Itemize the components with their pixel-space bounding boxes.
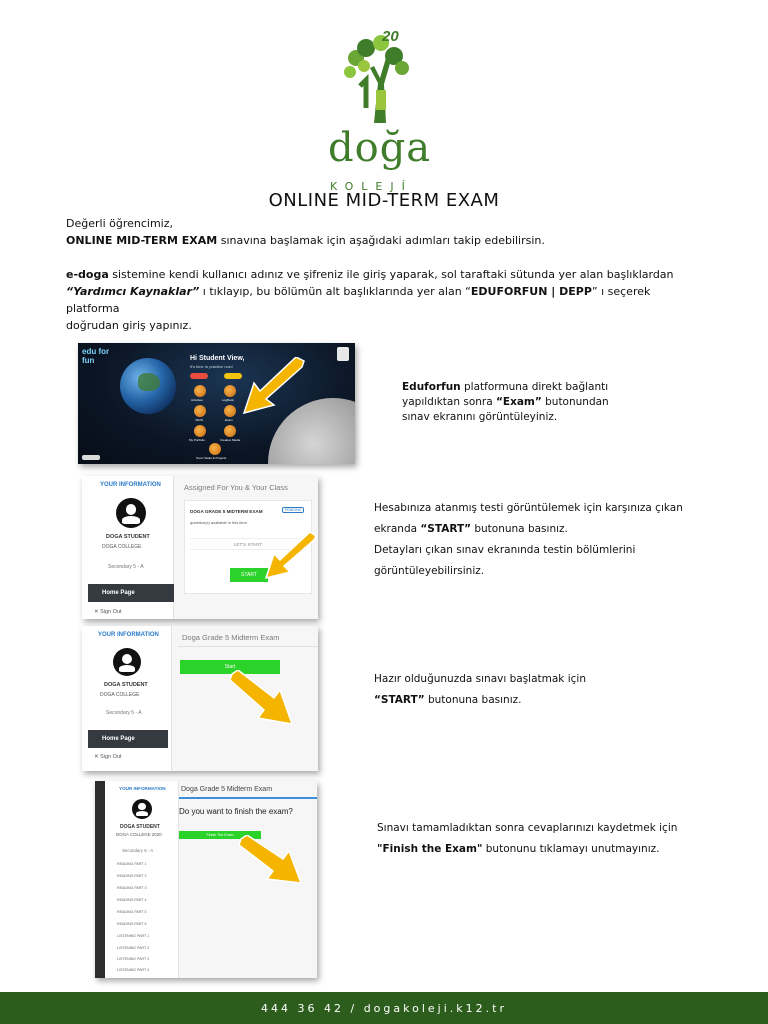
exam-title: DOGA GRADE 5 MIDTERM EXAM [190,509,263,514]
note2-e: görüntüleyebilirsiniz. [374,565,485,577]
part-item[interactable]: READING PART 1 [117,862,147,866]
creative-media-label: Creative Media [220,438,241,442]
lets-start-label: LET'S START [233,541,263,547]
note2-d: Detayları çıkan sınav ekranında testin bölümlerini [374,544,636,556]
signout-label: Sign Out [100,609,122,615]
class-section: Secondary 5 - A [108,564,144,570]
rail [95,781,105,978]
logbook-label: LogBook [222,398,234,402]
activities-icon[interactable] [194,385,206,397]
note-step-4 [377,818,677,860]
welcome-heading: Hi Student View, [190,355,245,362]
assigned-exams-screenshot [82,476,318,619]
logo-word: doğa [328,125,432,171]
start-label: Start [224,664,236,670]
intro-text [66,215,706,334]
note-step-2 [374,498,683,582]
student-name: DOGA STUDENT [104,682,148,688]
eduforfun-logo: edu for fun [82,347,110,365]
note2-c: butonuna basınız. [471,523,568,535]
part-item[interactable]: LISTENING PART 3 [117,957,150,961]
corner-logo-icon [337,347,349,361]
sidebar-item-home[interactable] [88,730,168,748]
finish-exam-screenshot [95,781,317,978]
note3-b: butonuna basınız. [424,694,522,706]
part-item[interactable]: READING PART 4 [117,898,147,902]
footer-contact: 444 36 42 / dogakoleji.k12.tr [261,1001,507,1015]
college-name: DOGA COLLEGE [102,544,142,550]
college-name: DOGA COLLEGE 2020 [116,832,162,837]
intro-paragraph [66,266,706,283]
tree-icon [336,28,426,128]
welcome-sub: It's time to practice now! [190,364,233,369]
status-badge: PENDING [282,507,304,513]
intro-edoga: e-doga [66,268,109,281]
note-step-3 [374,669,586,711]
finish-label: Finish The Exam [206,833,234,837]
note2-b: ekranda [374,523,421,535]
note1-c: butonundan [541,396,609,408]
sidebar-heading: YOUR INFORMATION [119,786,166,791]
note3-start: “START” [374,694,425,706]
activities-label: Activities [191,398,203,402]
portfolio-label: My Portfolio [189,438,205,442]
avatar [116,498,146,528]
earth-land [138,373,160,391]
home-label: Home Page [102,590,135,596]
team-tasks-icon[interactable] [209,443,221,455]
page-heading: Doga Grade 5 Midterm Exam [181,786,273,793]
student-name: DOGA STUDENT [120,824,160,830]
json-icon[interactable] [194,405,206,417]
note2-a: Hesabınıza atanmış testi görüntülemek için karşınıza çıkan [374,502,683,514]
intro-p2c: ” ı seçerek platforma [66,285,651,315]
exam-label: Exam [225,418,233,422]
status-bar [82,455,100,460]
part-item[interactable]: READING PART 5 [117,910,147,914]
note2-start: “START” [420,523,472,535]
intro-p2b: ı tıklayıp, bu bölümün alt başlıklarında yer alan “ [199,285,471,298]
note4-finish: "Finish the Exam" [377,843,483,855]
chip-red [190,373,208,379]
eduforfun-home-screenshot [78,343,355,464]
student-name: DOGA STUDENT [106,534,150,540]
avatar [113,648,141,676]
sidebar-item-signout[interactable]: ✕ Sign Out [94,754,122,760]
sidebar-heading: YOUR INFORMATION [100,482,161,488]
json-label: JSON [195,418,204,422]
avatar [132,799,152,819]
signout-label: Sign Out [100,754,122,760]
sidebar-heading: YOUR INFORMATION [98,632,159,638]
part-item[interactable]: LISTENING PART 1 [117,934,150,938]
intro-paragraph-2 [66,283,706,317]
intro-quote: “Yardımcı Kaynaklar” [66,285,200,298]
note1-a: platformuna direkt bağlantı [460,381,609,393]
start-label: START [241,572,257,578]
part-item[interactable]: READING PART 2 [117,874,147,878]
note-step-1 [402,380,609,425]
note1-bold: Eduforfun [402,381,461,393]
sidebar-item-home[interactable] [88,584,174,602]
progress-bar [179,797,317,799]
note3-a: Hazır olduğunuzda sınavı başlatmak için [374,673,586,685]
doga-logo [326,28,436,193]
page-heading: Assigned For You & Your Class [184,483,288,492]
part-item[interactable]: READING PART 6 [117,922,147,926]
logbook-icon[interactable] [224,385,236,397]
portfolio-icon[interactable] [194,425,206,437]
logo-subtitle: KOLEJİ [330,180,413,193]
team-tasks-label: Team Tasks & Projects [196,456,227,460]
page-heading: Doga Grade 5 Midterm Exam [182,633,280,642]
finish-question: Do you want to finish the exam? [179,807,293,816]
note4-b: butonunu tıklamayı unutmayınız. [482,843,660,855]
note1-exam: “Exam” [496,396,542,408]
intro-greeting: Değerli öğrencimiz, [66,217,173,230]
exam-start-screenshot [82,626,318,771]
arrow-icon [260,532,318,582]
intro-paragraph-3: doğrudan giriş yapınız. [66,319,192,332]
part-item[interactable]: LISTENING PART 4 [117,968,150,972]
page-title: ONLINE MID-TERM EXAM [268,190,500,211]
exam-icon[interactable] [224,405,236,417]
class-section: Secondary 5 - A [122,848,154,853]
class-section: Secondary 5 - A [106,710,142,716]
note1-d: sınav ekranını görüntüleyiniz. [402,411,558,423]
intro-bold: ONLINE MID-TERM EXAM [66,234,218,247]
intro-rest: sınavına başlamak için aşağıdaki adımları takip edebilirsin. [217,234,545,247]
logo-number: 20 [382,28,399,45]
intro-p2a: sistemine kendi kullanıcı adınız ve şifreniz ile giriş yaparak, sol taraftaki sütunda yer alan başlıklardan [108,268,674,281]
intro-eduforfun: EDUFORFUN | DEPP [470,285,592,298]
arrow-icon [228,670,298,728]
arrow-icon [238,357,308,417]
arrow-icon [237,835,307,887]
home-label: Home Page [102,736,135,742]
college-name: DOGA COLLEGE [100,692,140,698]
divider [178,646,318,647]
questions-text: question(s) available in this item [190,520,247,525]
part-item[interactable]: LISTENING PART 2 [117,946,150,950]
note4-a: Sınavı tamamladıktan sonra cevaplarınızı kaydetmek için [377,822,678,834]
intro-line2 [66,232,706,249]
sidebar-item-signout[interactable]: ✕ Sign Out [94,609,122,615]
part-item[interactable]: READING PART 3 [117,886,147,890]
creative-media-icon[interactable] [224,425,236,437]
note1-b: yapıldıktan sonra [402,396,496,408]
footer-bar [0,992,768,1024]
